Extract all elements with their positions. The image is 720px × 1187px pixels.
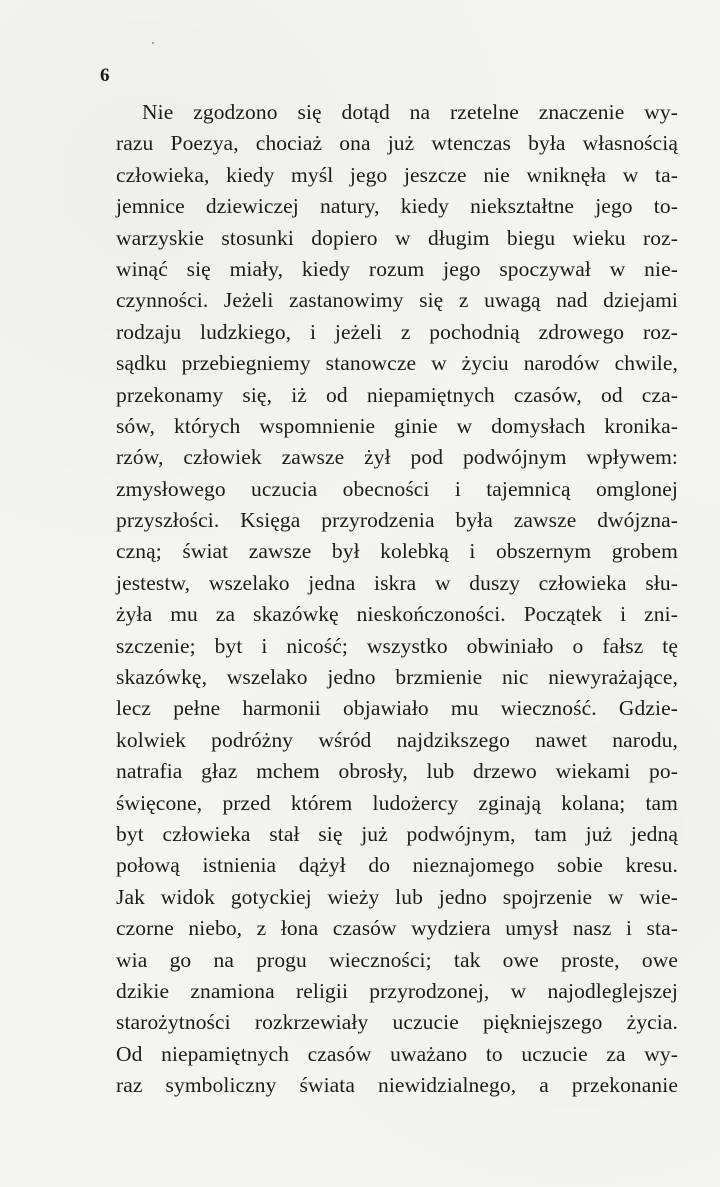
- text-line: natrafia głaz mchem obrosły, lub drzewo wiekami po-: [116, 759, 678, 784]
- text-line: lecz pełne harmonii objawiało mu wieczność. Gdzie-: [116, 696, 678, 721]
- print-speck: [152, 42, 154, 44]
- text-line: starożytności rozkrzewiały uczucie piękniejszego życia.: [116, 1010, 678, 1035]
- text-line: rodzaju ludzkiego, i jeżeli z pochodnią zdrowego roz-: [116, 319, 678, 344]
- text-line: wia go na progu wieczności; tak owe proste, owe: [116, 947, 678, 972]
- text-line: sów, których wspomnienie ginie w domysłach kronika-: [116, 413, 678, 438]
- text-line: żyła mu za skazówkę nieskończoności. Początek i zni-: [116, 602, 678, 627]
- text-line: sądku przebiegniemy stanowcze w życiu narodów chwile,: [116, 351, 678, 376]
- body-text: [116, 97, 678, 1102]
- text-line: raz symboliczny świata niewidzialnego, a przekonanie: [116, 1073, 678, 1098]
- text-line: czynności. Jeżeli zastanowimy się z uwagą nad dziejami: [116, 288, 678, 313]
- text-line: Nie zgodzono się dotąd na rzetelne znaczenie wy-: [142, 100, 678, 124]
- text-line: warzyskie stosunki dopiero w długim biegu wieku roz-: [116, 225, 678, 250]
- text-line: przyszłości. Księga przyrodzenia była zawsze dwójzna-: [116, 508, 678, 533]
- text-line: skazówkę, wszelako jedno brzmienie nic niewyrażające,: [116, 665, 678, 690]
- text-line: przekonamy się, iż od niepamiętnych czasów, od cza-: [116, 382, 678, 407]
- text-line: byt człowieka stał się już podwójnym, tam już jedną: [116, 821, 678, 846]
- text-line: winąć się miały, kiedy rozum jego spoczywał w nie-: [116, 256, 678, 281]
- text-line: kolwiek podróżny wśród najdzikszego nawet narodu,: [116, 727, 678, 752]
- text-line: człowieka, kiedy myśl jego jeszcze nie wniknęła w ta-: [116, 162, 678, 187]
- text-line: zmysłowego uczucia obecności i tajemnicą omglonej: [116, 476, 678, 501]
- text-line: czorne niebo, z łona czasów wydziera umysł nasz i sta-: [116, 916, 678, 941]
- text-line: razu Poezya, chociaż ona już wtenczas była własnością: [116, 131, 678, 156]
- text-line: jemnice dziewiczej natury, kiedy niekształtne jego to-: [116, 194, 678, 219]
- text-line: połową istnienia dążył do nieznajomego sobie kresu.: [116, 853, 678, 878]
- text-line: szczenie; byt i nicość; wszystko obwiniało o fałsz tę: [116, 633, 678, 658]
- text-line: jestestw, wszelako jedna iskra w duszy człowieka słu-: [116, 570, 678, 595]
- text-line: czną; świat zawsze był kolebką i obszernym grobem: [116, 539, 678, 564]
- text-line: Od niepamiętnych czasów uważano to uczucie za wy-: [116, 1041, 678, 1066]
- page-number: 6: [100, 65, 110, 86]
- text-line: Jak widok gotyckiej wieży lub jedno spojrzenie w wie-: [116, 884, 678, 909]
- text-line: święcone, przed którem ludożercy zginają kolana; tam: [116, 790, 678, 815]
- text-line: dzikie znamiona religii przyrodzonej, w najodleglejszej: [116, 978, 678, 1003]
- text-line: rzów, człowiek zawsze żył pod podwójnym wpływem:: [116, 445, 678, 470]
